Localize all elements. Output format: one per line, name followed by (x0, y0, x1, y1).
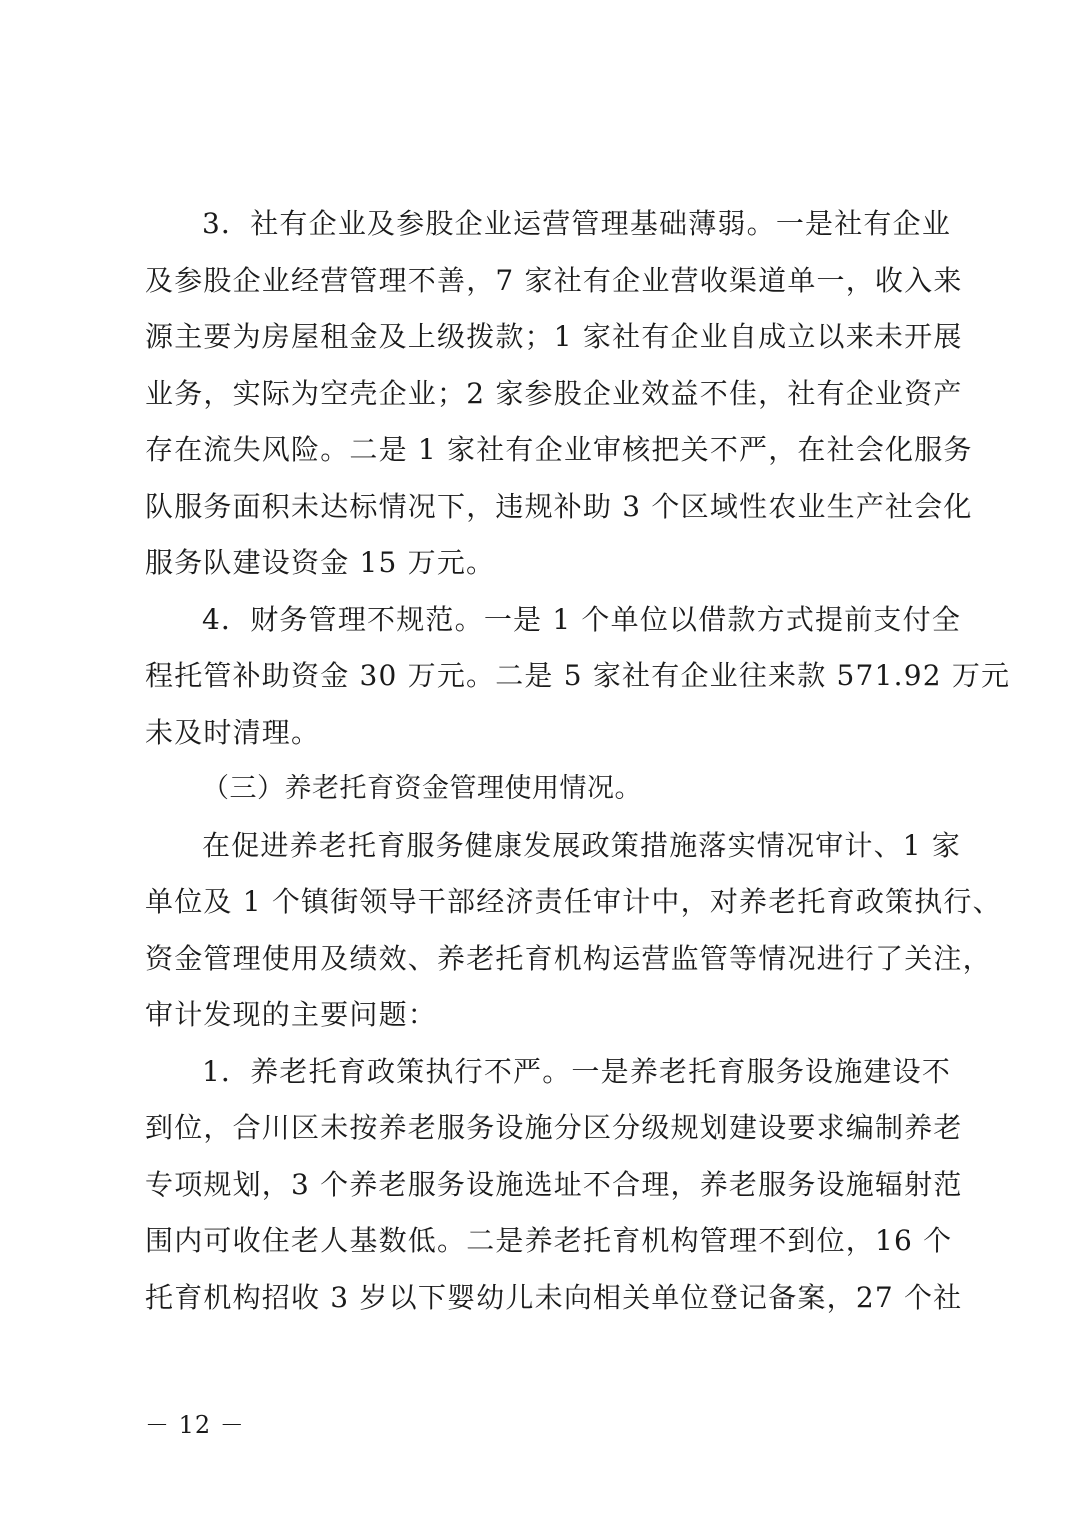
paragraph-line: 队服务面积未达标情况下，违规补助 3 个区域性农业生产社会化 (145, 489, 973, 523)
paragraph-line: 4．财务管理不规范。一是 1 个单位以借款方式提前支付全 (202, 602, 962, 636)
paragraph-line: 单位及 1 个镇街领导干部经济责任审计中，对养老托育政策执行、 (145, 885, 1002, 918)
paragraph-line: 业务，实际为空壳企业；2 家参股企业效益不佳，社有企业资产 (145, 376, 963, 410)
paragraph-line: 在促进养老托育服务健康发展政策措施落实情况审计、1 家 (202, 828, 962, 862)
page-number: － 12 － (145, 1411, 245, 1439)
paragraph-line: 专项规划，3 个养老服务设施选址不合理，养老服务设施辐射范 (145, 1167, 963, 1201)
paragraph-line: 审计发现的主要问题： (145, 998, 438, 1031)
paragraph-line: 3．社有企业及参股企业运营管理基础薄弱。一是社有企业 (202, 207, 952, 240)
body-text (145, 196, 1011, 1326)
paragraph-line: 服务队建设资金 15 万元。 (145, 546, 496, 579)
section-heading: （三）养老托育资金管理使用情况。 (202, 773, 642, 804)
paragraph-line: 1．养老托育政策执行不严。一是养老托育服务设施建设不 (202, 1054, 952, 1088)
paragraph-line: 未及时清理。 (145, 715, 321, 749)
paragraph-line: 程托管补助资金 30 万元。二是 5 家社有企业往来款 571.92 万元 (145, 659, 1011, 692)
paragraph-line: 托育机构招收 3 岁以下婴幼儿未向相关单位登记备案，27 个社 (145, 1280, 963, 1314)
paragraph-line: 到位，合川区未按养老服务设施分区分级规划建设要求编制养老 (145, 1111, 963, 1144)
paragraph-line: 资金管理使用及绩效、养老托育机构运营监管等情况进行了关注， (145, 941, 992, 975)
paragraph-line: 源主要为房屋租金及上级拨款；1 家社有企业自成立以来未开展 (145, 320, 963, 353)
paragraph-line: 围内可收住老人基数低。二是养老托育机构管理不到位，16 个 (145, 1224, 953, 1257)
paragraph-line: 及参股企业经营管理不善，7 家社有企业营收渠道单一，收入来 (145, 263, 963, 297)
paragraph-line: 存在流失风险。二是 1 家社有企业审核把关不严，在社会化服务 (145, 433, 973, 466)
